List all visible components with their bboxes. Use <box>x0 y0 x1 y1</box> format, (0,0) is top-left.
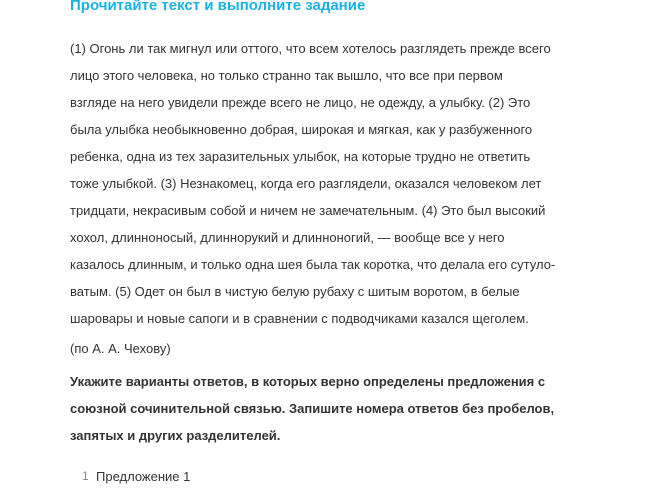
task-line: Укажите варианты ответов, в которых верно определены предложения с <box>70 374 546 389</box>
task-heading: Прочитайте текст и выполните задание <box>70 0 366 14</box>
passage-line: тоже улыбкой. (3) Незнакомец, когда его разглядели, оказался человеком лет <box>70 176 542 191</box>
passage-line: ребенка, одна из тех заразительных улыбок, на которые трудно не ответить <box>70 149 531 164</box>
passage-line: шаровары и новые сапоги и в сравнении с подводчиками казался щеголем. <box>70 311 529 326</box>
passage-attribution: (по А. А. Чехову) <box>70 341 171 356</box>
passage-line: взгляде на него увидели прежде всего не лицо, не одежду, а улыбку. (2) Это <box>70 95 531 110</box>
task-instructions <box>70 368 590 449</box>
option-label: Предложение 1 <box>96 468 191 484</box>
passage-line: тридцати, некрасивым собой и ничем не замечательным. (4) Это был высокий <box>70 203 546 218</box>
task-line: союзной сочинительной связью. Запишите номера ответов без пробелов, <box>70 401 555 416</box>
task-line: запятых и других разделителей. <box>70 428 281 443</box>
answer-option-1[interactable] <box>82 465 190 487</box>
option-number: 1 <box>82 469 89 483</box>
passage-line: лицо этого человека, но только странно так вышло, что все при первом <box>70 68 503 83</box>
passage-line: (1) Огонь ли так мигнул или оттого, что всем хотелось разглядеть прежде всего <box>70 41 551 56</box>
passage-line: казалось длинным, и только одна шея была так коротка, что делала его сутуло- <box>70 257 556 272</box>
passage-line: хохол, длинноносый, длиннорукий и длинноногий, — вообще все у него <box>70 230 505 245</box>
passage-line: была улыбка необыкновенно добрая, широкая и мягкая, как у разбуженного <box>70 122 533 137</box>
passage-text <box>70 35 590 332</box>
passage-line: ватым. (5) Одет он был в чистую белую рубаху с шитым воротом, в белые <box>70 284 520 299</box>
answer-options-list <box>82 465 190 487</box>
